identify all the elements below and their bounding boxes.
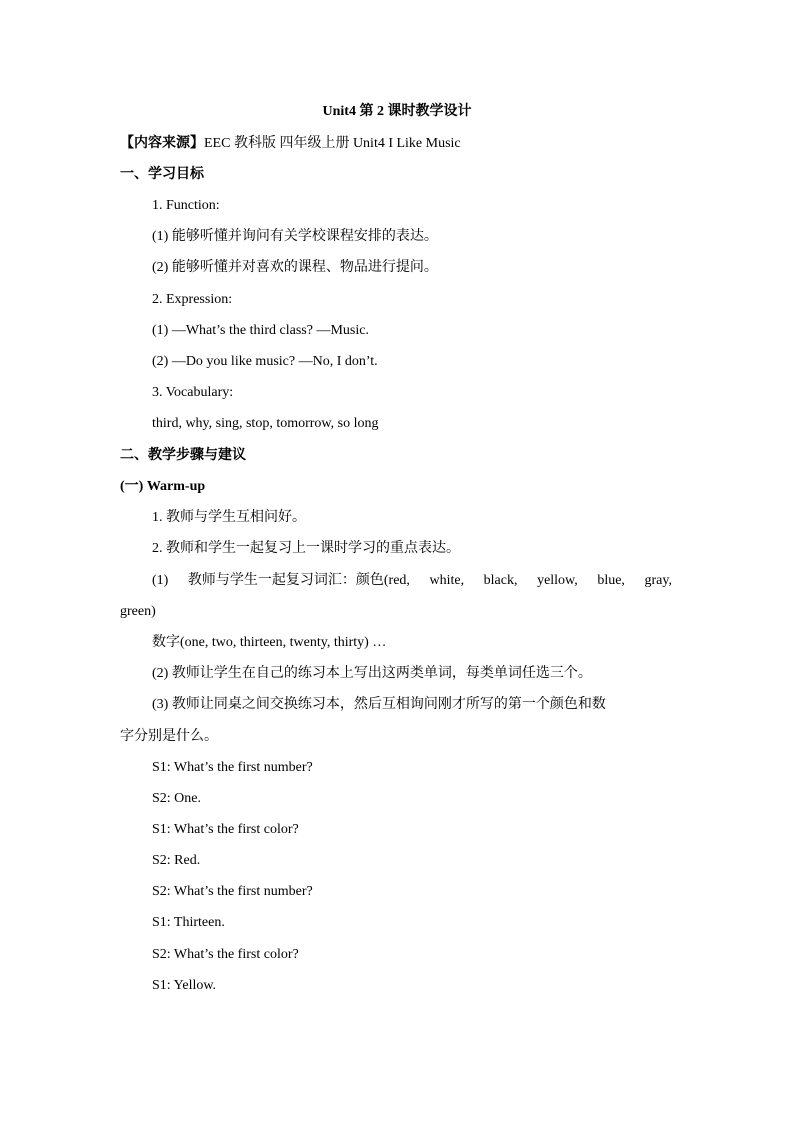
word: (1) [152, 573, 169, 588]
step-line: 2. 教师和学生一起复习上一课时学习的重点表达。 [152, 541, 460, 556]
section-heading-objectives: 一、学习目标 [120, 167, 204, 182]
step-line-continuation: green) [120, 604, 156, 619]
word: gray, [644, 573, 672, 588]
step-line: 1. 教师与学生互相问好。 [152, 510, 306, 525]
document-title: Unit4 第 2 课时教学设计 [322, 104, 472, 119]
vocabulary-list: third, why, sing, stop, tomorrow, so long [152, 416, 379, 431]
objective-line: (1) 能够听懂并询问有关学校课程安排的表达。 [152, 229, 438, 244]
dialogue-line: S1: What’s the first number? [152, 760, 313, 775]
section-heading-steps: 二、教学步骤与建议 [120, 448, 246, 463]
content-source [120, 134, 461, 154]
step-line: 数字(one, two, thirteen, twenty, thirty) … [152, 635, 387, 650]
subsection-heading-warmup: (一) Warm-up [120, 479, 206, 494]
step-line-justified [152, 571, 672, 591]
step-line: (3) 教师让同桌之间交换练习本，然后互相询问刚才所写的第一个颜色和数 [152, 697, 606, 712]
objective-line: (2) —Do you like music? —No, I don’t. [152, 354, 378, 369]
content-source-label: 【内容来源】 [120, 136, 204, 151]
objective-line: (1) —What’s the third class? —Music. [152, 323, 369, 338]
dialogue-line: S1: What’s the first color? [152, 822, 299, 837]
word: yellow, [537, 573, 578, 588]
content-source-text: EEC 教科版 四年级上册 Unit4 I Like Music [204, 136, 461, 151]
dialogue-line: S2: What’s the first color? [152, 947, 299, 962]
objective-line: 1. Function: [152, 198, 220, 213]
step-line: (2) 教师让学生在自己的练习本上写出这两类单词，每类单词任选三个。 [152, 666, 592, 681]
objective-line: 2. Expression: [152, 292, 233, 307]
dialogue-line: S1: Yellow. [152, 978, 217, 993]
objective-line: 3. Vocabulary: [152, 385, 234, 400]
word: 教师与学生一起复习词汇：颜色(red, [187, 573, 410, 588]
dialogue-line: S2: One. [152, 791, 201, 806]
word: white, [429, 573, 465, 588]
word: blue, [597, 573, 625, 588]
dialogue-line: S2: Red. [152, 853, 201, 868]
objective-line: (2) 能够听懂并对喜欢的课程、物品进行提问。 [152, 260, 438, 275]
dialogue-line: S1: Thirteen. [152, 915, 225, 930]
word: black, [483, 573, 518, 588]
step-line-continuation: 字分别是什么。 [120, 729, 218, 744]
dialogue-line: S2: What’s the first number? [152, 884, 313, 899]
